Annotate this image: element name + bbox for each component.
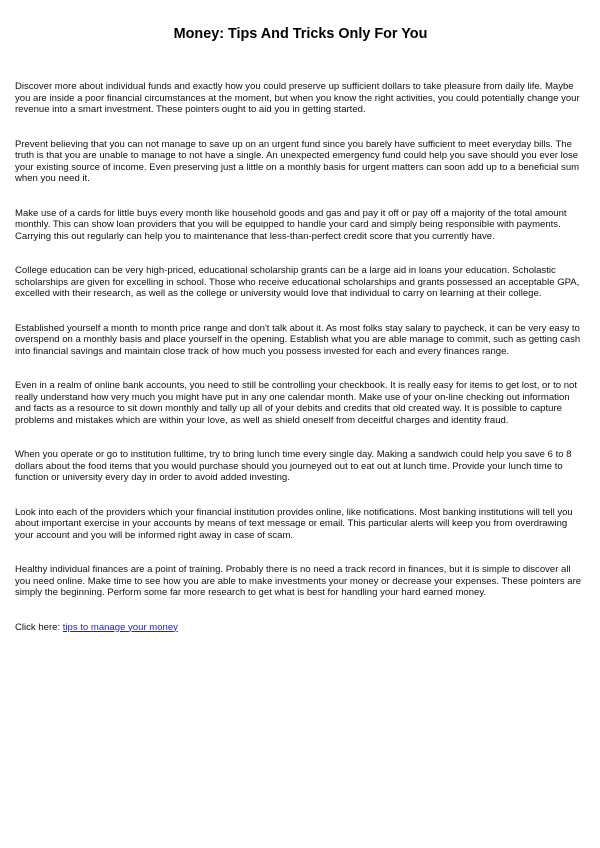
click-here-line bbox=[15, 622, 586, 634]
paragraph-scholarships: College education can be very high-priced, educational scholarship grants can be a large aid in loans your education. Scholastic scholarships are given for excelling in school. Those who receive educational scholarships and grants possessed an acceptable GPA, excelled with their research, as well as the college or university would love that individual to carry on learning at their college. bbox=[15, 265, 580, 299]
click-here-label: Click here: bbox=[15, 621, 63, 633]
paragraph-bank-alerts: Look into each of the providers which your financial institution provides online, like notifications. Most banking institutions will tell you about important exercise in your accounts by means of text message or email. This particular alerts will keep you from overdrawing your account and you will be informed right away in case of scam. bbox=[15, 506, 573, 541]
paragraph-checkbook: Even in a realm of online bank accounts, you need to still be controlling your checkbook. It is really easy for items to get lost, or to not really understand how very much you might have put in any one calendar month. Make use of your on-line checking out information and facts as a resource to sit down monthly and tally up all of your debits and credits that old created way. It is possible to capture problems and mistakes which are within your love, as well as shield oneself from deceitful charges and identity fraud. bbox=[15, 380, 577, 426]
article-body bbox=[15, 81, 586, 633]
money-tips-link[interactable]: tips to manage your money bbox=[62, 621, 178, 633]
paragraph-credit-card: Make use of a cards for little buys every month like household goods and gas and pay it off or pay off a majority of the total amount monthly. This can show loan providers that you will be equipped to handle your card and simply being responsible with payments. Carrying this out regularly can help you to maintenance that less-than-perfect credit score that you currently have. bbox=[15, 207, 567, 242]
paragraph-emergency-fund: Prevent believing that you can not manage to save up on an urgent fund since you barely have sufficient to meet everyday bills. The truth is that you are unable to manage to not have a single. An unexpected emergency fund could help you save should you ever lose your existing source of income. Even preserving just a little on a monthly basis for urgent matters can soon add up to a beneficial sum when you need it. bbox=[15, 138, 580, 184]
paragraph-budget: Established yourself a month to month price range and don't talk about it. As most folks stay salary to paycheck, it can be very easy to overspend on a monthly basis and place yourself in the opening. Establish what you are able manage to commit, such as getting cash into financial savings and maintain close track of how much you possess invested for each and every finances range. bbox=[15, 322, 581, 357]
paragraph-conclusion: Healthy individual finances are a point of training. Probably there is no need a track record in finances, but it is simple to discover all you need online. Make time to see how you are able to make investments your money or decrease your expenses. These pointers are simply the beginning. Perform some far more research to get what is best for handling your hard earned money. bbox=[15, 564, 582, 598]
paragraph-intro: Discover more about individual funds and exactly how you could preserve up sufficient dollars to take pleasure from daily life. Maybe you are inside a poor financial circumstances at the moment, but when you know the right activities, you could potentially change your revenue into a smart investment. These pointers ought to aid you in getting started. bbox=[15, 81, 580, 115]
paragraph-lunch: When you operate or go to institution fulltime, try to bring lunch time every single day. Making a sandwich could help you save 6 to 8 dollars about the food items that you would purchase should you journeyed out to eat out at lunch time. Provide your lunch time to function or university every day in order to avoid added investing. bbox=[15, 449, 572, 483]
page-title: Money: Tips And Tricks Only For You bbox=[173, 26, 428, 42]
